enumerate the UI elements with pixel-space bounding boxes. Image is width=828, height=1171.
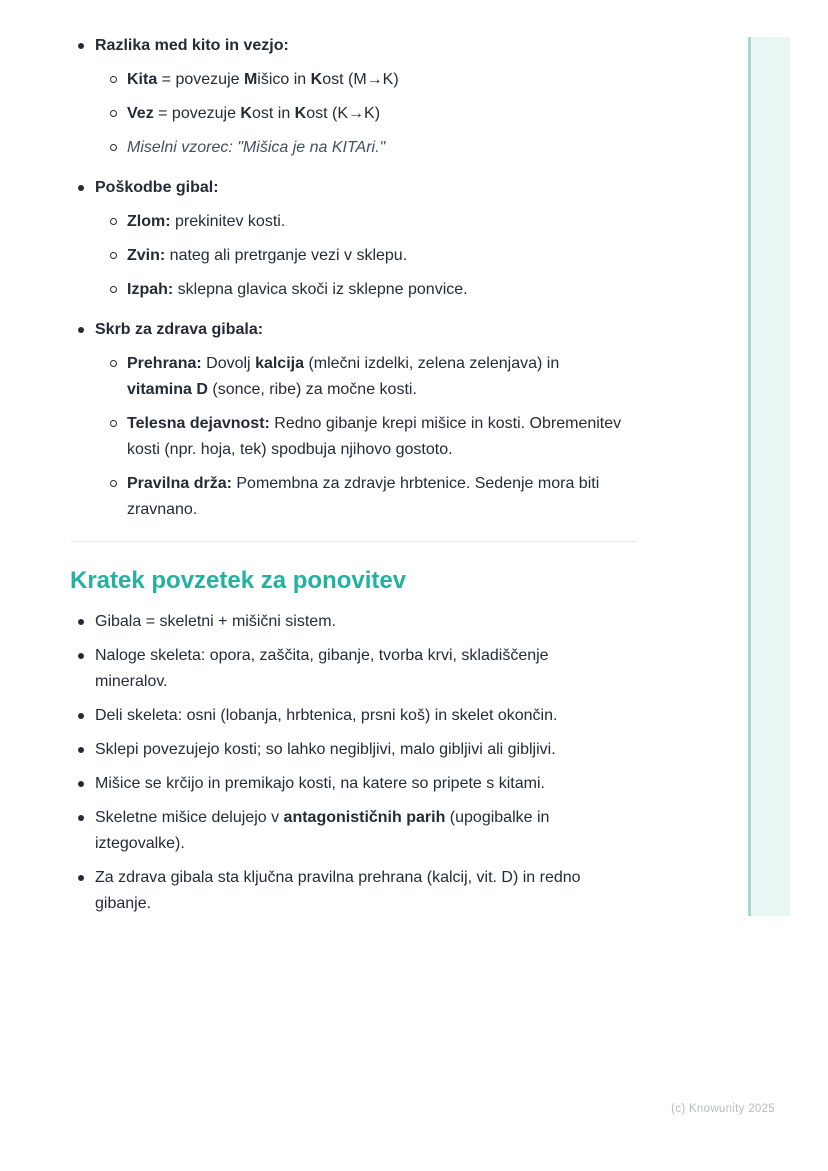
sub-item-text: Zvin: nateg ali pretrganje vezi v sklepu. — [127, 247, 408, 264]
summary-item-text: Sklepi povezujejo kosti; so lahko negibljivi, malo gibljivi ali gibljivi. — [95, 741, 556, 758]
summary-item-text: Deli skeleta: osni (lobanja, hrbtenica, prsni koš) in skelet okončin. — [95, 707, 558, 724]
bullet-icon — [78, 317, 95, 333]
outline-list — [70, 33, 623, 523]
sub-item — [70, 243, 623, 269]
summary-item — [70, 865, 623, 917]
summary-heading: Kratek povzetek za ponovitev — [70, 567, 407, 594]
sub-item — [70, 277, 623, 303]
circle-bullet-icon — [110, 277, 127, 293]
circle-bullet-icon — [110, 351, 127, 367]
sub-item — [70, 351, 623, 403]
sub-item — [70, 471, 623, 523]
circle-bullet-icon — [110, 411, 127, 427]
outline-item — [70, 175, 623, 303]
bullet-icon — [78, 175, 95, 191]
bullet-icon — [78, 643, 95, 659]
outline-item-title-text: Razlika med kito in vezjo: — [95, 37, 289, 54]
circle-bullet-icon — [110, 67, 127, 83]
circle-bullet-icon — [110, 135, 127, 151]
sub-item-text: Izpah: sklepna glavica skoči iz sklepne ponvice. — [127, 281, 468, 298]
outline-sub-list — [70, 351, 623, 523]
summary-item-text: Naloge skeleta: opora, zaščita, gibanje, tvorba krvi, skladiščenje mineralov. — [95, 647, 549, 690]
bullet-icon — [78, 33, 95, 49]
outline-item-title-text: Poškodbe gibal: — [95, 179, 219, 196]
sub-item-text: Vez = povezuje Kost in Kost (K→K) — [127, 105, 381, 122]
circle-bullet-icon — [110, 101, 127, 117]
summary-item-text: Skeletne mišice delujejo v antagonističnih parih (upogibalke in iztegovalke). — [95, 809, 550, 852]
page-edge-highlight-bar — [748, 37, 790, 916]
bullet-icon — [78, 865, 95, 881]
summary-item — [70, 737, 623, 763]
sub-item — [70, 67, 623, 93]
summary-list — [70, 609, 623, 917]
outline-item-title — [70, 33, 623, 59]
summary-item — [70, 609, 623, 635]
summary-item-text: Mišice se krčijo in premikajo kosti, na katere so pripete s kitami. — [95, 775, 545, 792]
summary-item — [70, 805, 623, 857]
bullet-icon — [78, 771, 95, 787]
sub-item — [70, 209, 623, 235]
outline-sub-list — [70, 209, 623, 303]
outline-item — [70, 33, 623, 161]
sub-item-text: Prehrana: Dovolj kalcija (mlečni izdelki, zelena zelenjava) in vitamina D (sonce, ribe) za močne kosti. — [127, 355, 560, 398]
summary-item — [70, 643, 623, 695]
circle-bullet-icon — [110, 471, 127, 487]
sub-item — [70, 411, 623, 463]
bullet-icon — [78, 609, 95, 625]
sub-item — [70, 135, 623, 161]
section-divider — [70, 541, 635, 542]
circle-bullet-icon — [110, 243, 127, 259]
outline-item — [70, 317, 623, 523]
summary-item-text: Gibala = skeletni + mišični sistem. — [95, 613, 336, 630]
circle-bullet-icon — [110, 209, 127, 225]
outline-item-title-text: Skrb za zdrava gibala: — [95, 321, 264, 338]
outline-item-title — [70, 175, 623, 201]
sub-item-text: Zlom: prekinitev kosti. — [127, 213, 286, 230]
copyright-footer: (c) Knowunity 2025 — [671, 1103, 775, 1115]
sub-item-text: Kita = povezuje Mišico in Kost (M→K) — [127, 71, 399, 88]
bullet-icon — [78, 737, 95, 753]
summary-item — [70, 771, 623, 797]
document-content — [70, 33, 623, 917]
outline-item-title — [70, 317, 623, 343]
outline-sub-list — [70, 67, 623, 161]
sub-item-text: Pravilna drža: Pomembna za zdravje hrbtenice. Sedenje mora biti zravnano. — [127, 475, 600, 518]
bullet-icon — [78, 703, 95, 719]
sub-item-text: Miselni vzorec: "Mišica je na KITAri." — [127, 139, 386, 156]
sub-item — [70, 101, 623, 127]
summary-item — [70, 703, 623, 729]
sub-item-text: Telesna dejavnost: Redno gibanje krepi mišice in kosti. Obremenitev kosti (npr. hoja, tek) spodbuja njihovo gostoto. — [127, 415, 622, 458]
summary-item-text: Za zdrava gibala sta ključna pravilna prehrana (kalcij, vit. D) in redno gibanje. — [95, 869, 581, 912]
bullet-icon — [78, 805, 95, 821]
